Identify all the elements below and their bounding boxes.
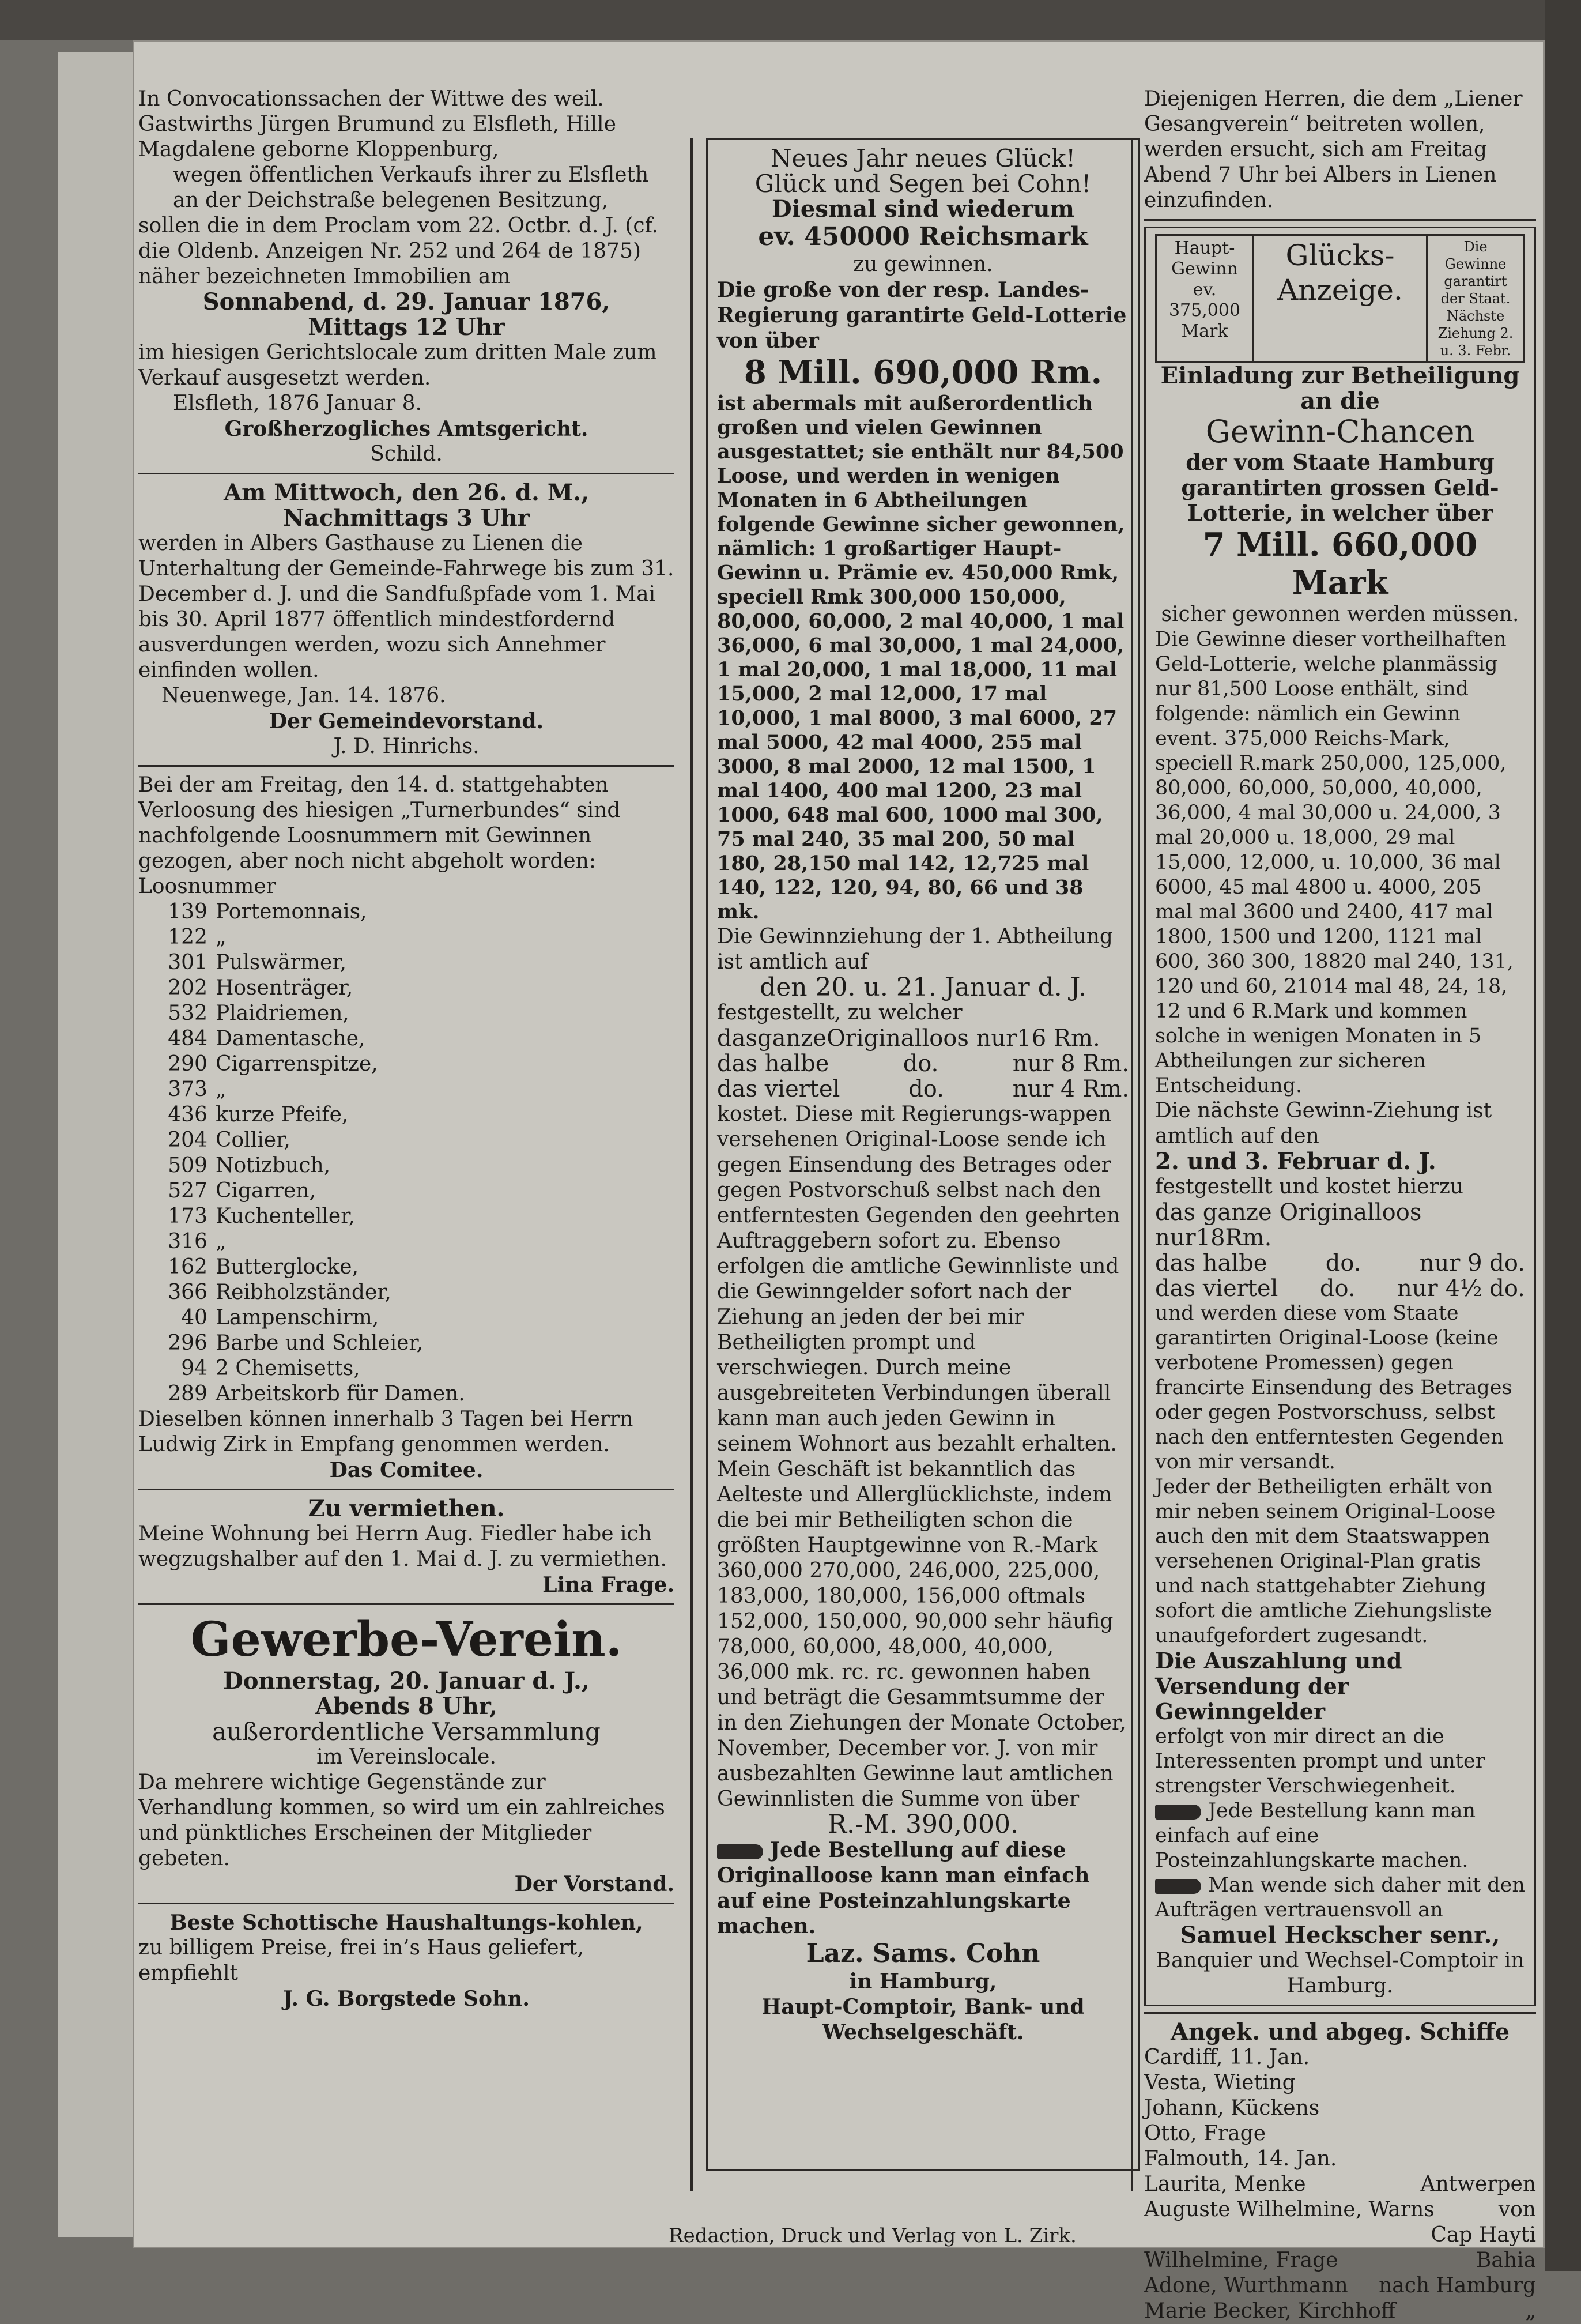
lot-number: 173 bbox=[168, 1204, 207, 1228]
lot-item bbox=[138, 1153, 674, 1178]
notice-lottery-turnerbund bbox=[138, 773, 674, 1483]
lot-number: 366 bbox=[168, 1280, 207, 1304]
lot-prize: Hosenträger, bbox=[216, 976, 353, 1000]
notice-heading: Nachmittags 3 Uhr bbox=[283, 504, 530, 532]
notice-signature: Lina Frage. bbox=[542, 1573, 674, 1597]
ship-entry bbox=[1144, 2197, 1536, 2223]
ad-text: Jeder der Betheiligten erhält von mir neben seinem Original-Loose auch den mit dem Staatswappen versehenen Original-Plan gratis und nach stattgehabter Ziehung sofort die amtliche Ziehungsliste unaufgefordert zugesandt. bbox=[1155, 1475, 1496, 1647]
ship-destination: Antwerpen bbox=[1420, 2172, 1536, 2196]
ad-text: und werden diese vom Staate garantirten Original-Loose (keine verbotene Promessen) gegen francirte Einsendung des Betrages oder gegen Postvorschuss, selbst nach den entferntesten Gegenden von mir versandt. bbox=[1155, 1302, 1512, 1474]
ad-line: Neues Jahr neues Glück! bbox=[770, 144, 1076, 172]
ad-text: Die große von der resp. Landes-Regierung garantirte Geld-Lotterie von über bbox=[717, 278, 1127, 353]
lot-item bbox=[138, 1001, 674, 1026]
notice-signature: Großherzogliches Amtsgericht. bbox=[224, 417, 588, 441]
notice-signer: J. D. Hinrichs. bbox=[333, 735, 480, 758]
notice-text: werden in Albers Gasthause zu Lienen die Unterhaltung der Gemeinde-Fahrwege bis zum 31. December d. J. und die Sandfußpfade vom 1. Mai bis 30. April 1877 öffentlich mindestfordernd ausverdungen werden, wozu sich Annehmer einfinden wollen. bbox=[138, 532, 674, 682]
ship-entry bbox=[1144, 2299, 1536, 2324]
ship-list bbox=[1144, 2045, 1536, 2324]
lot-item bbox=[138, 1077, 674, 1102]
ad-jackpot: 7 Mill. 660,000 Mark bbox=[1202, 526, 1478, 602]
lot-item bbox=[138, 1280, 674, 1305]
notice-place-date: Neuenwege, Jan. 14. 1876. bbox=[161, 684, 446, 707]
meeting-type: außerordentliche Versammlung bbox=[212, 1717, 601, 1746]
lot-number: 40 bbox=[181, 1306, 207, 1329]
lot-prize: kurze Pfeife, bbox=[216, 1103, 349, 1127]
lot-prize: „ bbox=[216, 1230, 227, 1253]
lot-prize: Notizbuch, bbox=[216, 1154, 331, 1177]
ad-business: Haupt-Comptoir, Bank- und Wechselgeschäft. bbox=[761, 1995, 1085, 2044]
lot-prize: Pulswärmer, bbox=[216, 951, 347, 974]
price-ditto: do. bbox=[1319, 1275, 1356, 1302]
notice-text: Meine Wohnung bei Herrn Aug. Fiedler habe ich wegzugshalber auf den 1. Mai d. J. zu vermiethen. bbox=[138, 1522, 667, 1571]
shipping-heading: Angek. und abgeg. Schiffe bbox=[1170, 2018, 1510, 2046]
lottery-ad-cohn bbox=[706, 138, 1140, 2171]
ship-destination: „ bbox=[1525, 2299, 1536, 2323]
ad-total: R.-M. 390,000. bbox=[828, 1810, 1018, 1839]
ad-text: Die nächste Gewinn-Ziehung ist amtlich auf den bbox=[1155, 1099, 1492, 1148]
price-label: das viertel bbox=[717, 1076, 840, 1102]
notice-gewerbe-verein bbox=[138, 1611, 674, 1897]
price-ditto: do. bbox=[908, 1076, 944, 1102]
price-label: das viertel bbox=[1155, 1275, 1278, 1302]
divider bbox=[138, 765, 674, 767]
ship-name: Auguste Wilhelmine, Warns bbox=[1144, 2198, 1435, 2221]
ship-entry bbox=[1144, 2121, 1536, 2146]
ad-text: sicher gewonnen werden müssen. bbox=[1161, 602, 1519, 626]
lot-number: 94 bbox=[181, 1357, 207, 1380]
ad-header-box bbox=[1155, 234, 1525, 363]
price-value: nur 9 do. bbox=[1419, 1250, 1525, 1276]
notice-rent bbox=[138, 1496, 674, 1598]
notice-text: sollen die in dem Proclam vom 22. Octbr. d. J. (cf. die Oldenb. Anzeigen Nr. 252 und 264 de 1875) näher bezeichneten Immobilien am bbox=[138, 214, 659, 288]
ad-text: Die Gewinnziehung der 1. Abtheilung ist amtlich auf bbox=[717, 925, 1113, 974]
ad-header-right: Die Gewinne garantirt der Staat. Nächste Ziehung 2. u. 3. Febr. bbox=[1437, 239, 1514, 359]
lot-number: 290 bbox=[168, 1052, 207, 1076]
lot-number: 289 bbox=[168, 1382, 207, 1406]
lot-item bbox=[138, 1128, 674, 1153]
notice-text: Bei der am Freitag, den 14. d. stattgehabten Verloosung des hiesigen „Turnerbundes“ sind nachfolgende Loosnummern mit Gewinnen gezogen, aber noch nicht abgeholt worden: bbox=[138, 773, 621, 873]
notice-text: In Convocationssachen der Wittwe des weil. Gastwirths Jürgen Brumund zu Elsfleth, Hille Magdalene geborne Kloppenburg, bbox=[138, 87, 616, 161]
notice-text: Da mehrere wichtige Gegenstände zur Verhandlung kommen, so wird um ein zahlreiches und pünktliches Erscheinen der Mitglieder gebeten. bbox=[138, 1771, 665, 1870]
ad-headline: Gewinn-Chancen bbox=[1205, 413, 1475, 450]
lot-number: 436 bbox=[168, 1103, 207, 1127]
lot-number: 204 bbox=[168, 1128, 207, 1152]
price-half bbox=[717, 1051, 1129, 1076]
lot-prize: Collier, bbox=[216, 1128, 290, 1152]
ad-order-line: Jede Bestellung kann man einfach auf eine Posteinzahlungskarte machen. bbox=[1155, 1799, 1476, 1872]
lot-prize: „ bbox=[216, 1078, 227, 1101]
lot-prize: Kuchenteller, bbox=[216, 1204, 355, 1228]
club-notice: Diejenigen Herren, die dem „Liener Gesangverein“ beitreten wollen, werden ersucht, sich am Freitag Abend 7 Uhr bei Albers in Lienen einzufinden. bbox=[1144, 87, 1523, 212]
lot-prize: Damentasche, bbox=[216, 1027, 365, 1050]
lot-number: 509 bbox=[168, 1154, 207, 1177]
lot-item bbox=[138, 1204, 674, 1229]
ship-name: Otto, Frage bbox=[1144, 2122, 1266, 2145]
lot-item bbox=[138, 1255, 674, 1280]
price-whole: das ganze Originalloos nur18Rm. bbox=[1155, 1199, 1422, 1251]
ad-draw-date: 2. und 3. Februar d. J. bbox=[1155, 1148, 1436, 1175]
lot-number: 122 bbox=[168, 925, 207, 949]
lot-list bbox=[138, 899, 674, 1407]
lot-number: 202 bbox=[168, 976, 207, 1000]
price-value: nur 8 Rm. bbox=[1012, 1050, 1129, 1077]
lot-item bbox=[138, 1331, 674, 1356]
lot-number: 484 bbox=[168, 1027, 207, 1050]
meeting-date: Donnerstag, 20. Januar d. J., bbox=[223, 1667, 590, 1694]
ship-name: Falmouth, 14. Jan. bbox=[1144, 2147, 1337, 2171]
ship-name: Johann, Kückens bbox=[1144, 2096, 1320, 2120]
divider bbox=[1144, 219, 1536, 221]
notice-place-date: Elsfleth, 1876 Januar 8. bbox=[173, 391, 422, 415]
ad-headline: ev. 450000 Reichsmark bbox=[758, 222, 1088, 251]
notice-text: zu billigem Preise, frei in’s Haus geliefert, empfiehlt bbox=[138, 1936, 584, 1985]
price-label: das halbe bbox=[1155, 1250, 1267, 1276]
price-label: das halbe bbox=[717, 1050, 829, 1077]
ad-draw-date: den 20. u. 21. Januar d. J. bbox=[760, 973, 1086, 1002]
lot-prize: Butterglocke, bbox=[216, 1255, 359, 1279]
pointing-hand-icon bbox=[1155, 1805, 1201, 1820]
divider bbox=[138, 1603, 674, 1605]
scan-top-edge bbox=[0, 0, 1581, 40]
ship-entry bbox=[1144, 2096, 1536, 2121]
price-ditto: do. bbox=[1325, 1250, 1361, 1276]
lot-prize: Arbeitskorb für Damen. bbox=[216, 1382, 465, 1406]
lot-item bbox=[138, 925, 674, 950]
ship-entry bbox=[1144, 2223, 1536, 2248]
notice-signer: Schild. bbox=[370, 442, 443, 466]
ad-text: kostet. Diese mit Regierungs-wappen versehenen Original-Loose sende ich gegen Einsendung des Betrages oder gegen Postvorschuß selbst nach den entferntesten Gegenden den geehrten Auftraggebern sofort zu. Ebenso erfolgen die amtliche Gewinnliste und die Gewinngelder sofort nach der Ziehung an jeden der bei mir Betheiligten prompt und verschwiegen. Durch meine ausgebreiteten Verbindungen überall kann man auch jeden Gewinn in seinem Wohnort aus bezahlt erhalten. bbox=[717, 1102, 1120, 1456]
auction-time: Mittags 12 Uhr bbox=[308, 314, 505, 341]
divider bbox=[138, 1489, 674, 1490]
lot-number: 532 bbox=[168, 1001, 207, 1025]
ship-entry bbox=[1144, 2045, 1536, 2070]
lot-prize: Cigarren, bbox=[216, 1179, 316, 1203]
ad-header-left: Haupt-Gewinn ev. 375,000 Mark bbox=[1157, 236, 1254, 361]
notice-signature: Der Vorstand. bbox=[514, 1872, 674, 1896]
ad-order-line: Man wende sich daher mit den Aufträgen vertrauensvoll an bbox=[1155, 1874, 1525, 1922]
notice-signature: J. G. Borgstede Sohn. bbox=[283, 1987, 530, 2011]
lot-item bbox=[138, 1178, 674, 1204]
price-ditto: do. bbox=[903, 1050, 939, 1077]
column-3 bbox=[1144, 86, 1536, 2323]
notice-coal bbox=[138, 1910, 674, 2012]
lot-item bbox=[138, 975, 674, 1001]
ship-name: Cardiff, 11. Jan. bbox=[1144, 2046, 1310, 2069]
lottery-ad-heckscher bbox=[1144, 227, 1536, 2006]
price-value: nur 4 Rm. bbox=[1012, 1076, 1129, 1102]
ad-text: erfolgt von mir direct an die Interessenten prompt und unter strengster Verschwiegenheit. bbox=[1155, 1725, 1485, 1798]
lot-number: 296 bbox=[168, 1331, 207, 1355]
lot-number: 527 bbox=[168, 1179, 207, 1203]
ad-heading: Einladung zur Betheiligung an die bbox=[1160, 362, 1520, 415]
lot-item bbox=[138, 1102, 674, 1128]
notice-convocation bbox=[138, 86, 674, 467]
notice-heading: Zu vermiethen. bbox=[308, 1495, 505, 1522]
lot-item bbox=[138, 899, 674, 925]
lot-item bbox=[138, 1052, 674, 1077]
lot-item bbox=[138, 1381, 674, 1407]
meeting-time: Abends 8 Uhr, bbox=[315, 1693, 497, 1720]
column-1 bbox=[138, 86, 674, 2185]
ad-order-line: Jede Bestellung auf diese Originalloose kann man einfach auf eine Posteinzahlungskarte machen. bbox=[717, 1838, 1090, 1938]
ship-destination: Cap Hayti bbox=[1431, 2223, 1536, 2247]
ship-entry bbox=[1144, 2172, 1536, 2197]
ship-entry bbox=[1144, 2070, 1536, 2096]
lot-item bbox=[138, 1356, 674, 1381]
pointing-hand-icon bbox=[1155, 1879, 1201, 1894]
ship-entry bbox=[1144, 2248, 1536, 2273]
lot-item bbox=[138, 950, 674, 975]
ad-city: in Hamburg, bbox=[849, 1969, 997, 1994]
notice-heading: Am Mittwoch, den 26. d. M., bbox=[223, 479, 589, 506]
page-binding-strip bbox=[58, 52, 133, 2237]
lot-prize: Cigarrenspitze, bbox=[216, 1052, 378, 1076]
ship-name: Marie Becker, Kirchhoff bbox=[1144, 2299, 1396, 2323]
lot-number: 301 bbox=[168, 951, 207, 974]
ad-line: Diesmal sind wiederum bbox=[772, 195, 1074, 223]
ad-business: Banquier und Wechsel-Comptoir in Hamburg. bbox=[1156, 1949, 1525, 1998]
divider bbox=[138, 1903, 674, 1904]
meeting-place: im Vereinslocale. bbox=[316, 1745, 496, 1769]
ad-company: Samuel Heckscher senr., bbox=[1180, 1922, 1500, 1949]
lot-prize: Reibholzständer, bbox=[216, 1280, 391, 1304]
lot-prize: Plaidriemen, bbox=[216, 1001, 349, 1025]
imprint-footer: Redaction, Druck und Verlag von L. Zirk. bbox=[669, 2224, 1077, 2247]
lot-prize: „ bbox=[216, 925, 227, 949]
notice-heading: Beste Schottische Haushaltungs-kohlen, bbox=[169, 1911, 643, 1935]
notice-text: im hiesigen Gerichtslocale zum dritten Male zum Verkauf ausgesetzt werden. bbox=[138, 341, 657, 390]
scan-right-edge bbox=[1545, 0, 1581, 2271]
price-value: nur 4½ do. bbox=[1397, 1275, 1525, 1302]
ad-text: festgestellt und kostet hierzu bbox=[1155, 1175, 1463, 1199]
ship-destination: von bbox=[1498, 2198, 1536, 2221]
notice-signature: Das Comitee. bbox=[329, 1458, 484, 1482]
ad-heading: Die Auszahlung und Versendung der Gewinngelder bbox=[1155, 1648, 1402, 1724]
auction-date: Sonnabend, d. 29. Januar 1876, bbox=[202, 288, 610, 315]
notice-title: Gewerbe-Verein. bbox=[190, 1612, 622, 1667]
ad-order-text bbox=[717, 1837, 1129, 1939]
ad-prize-list: Die Gewinne dieser vortheilhaften Geld-Lotterie, welche planmässig nur 81,500 Loose enthält, sind folgende: nämlich ein Gewinn event. 375,000 Reichs-Mark, speciell R.mark 250,000, 125,000, 80,000, 60,000, 50,000, 40,000, 36,000, 4 mal 30,000 u. 24,000, 3 mal 20,000 u. 18,000, 29 mal 15,000, 12,000, u. 10,000, 36 mal 6000, 45 mal 4800 u. 4000, 205 mal mal 3600 und 2400, 417 mal 1800, 1500 und 1200, 1121 mal 600, 360 300, 18820 mal 240, 131, 120 und 60, 21014 mal 48, 24, 18, 12 und 6 R.Mark und kommen solche in wenigen Monaten in 5 Abtheilungen zur sicheren Entscheidung. bbox=[1155, 628, 1514, 1097]
ship-entry bbox=[1144, 2146, 1536, 2172]
lot-prize: Portemonnais, bbox=[216, 900, 367, 924]
ad-order-text bbox=[1155, 1873, 1525, 1923]
price-quarter bbox=[1155, 1276, 1525, 1301]
price-half bbox=[1155, 1250, 1525, 1276]
divider bbox=[1144, 2012, 1536, 2014]
lot-number: 139 bbox=[168, 900, 207, 924]
lot-number: 373 bbox=[168, 1078, 207, 1101]
notice-roads bbox=[138, 480, 674, 759]
lot-number: 316 bbox=[168, 1230, 207, 1253]
lot-prize: 2 Chemisetts, bbox=[216, 1357, 360, 1380]
ship-entry bbox=[1144, 2273, 1536, 2299]
price-quarter bbox=[717, 1076, 1129, 1102]
ad-line: Glück und Segen bei Cohn! bbox=[754, 170, 1092, 198]
ship-name: Laurita, Menke bbox=[1144, 2172, 1306, 2196]
ship-destination: nach Hamburg bbox=[1379, 2274, 1536, 2297]
lot-item bbox=[138, 1305, 674, 1331]
ad-heading: der vom Staate Hamburg garantirten grossen Geld-Lotterie, in welcher über bbox=[1181, 449, 1499, 526]
notice-text: Dieselben können innerhalb 3 Tagen bei Herrn Ludwig Zirk in Empfang genommen werden. bbox=[138, 1407, 633, 1456]
pointing-hand-icon bbox=[717, 1844, 763, 1859]
notice-signature: Der Gemeindevorstand. bbox=[269, 709, 544, 733]
lot-prize: Lampenschirm, bbox=[216, 1306, 379, 1329]
price-whole: dasganzeOriginalloos nur16 Rm. bbox=[717, 1025, 1100, 1052]
ad-company: Laz. Sams. Cohn bbox=[806, 1939, 1040, 1968]
ad-line: zu gewinnen. bbox=[853, 253, 993, 276]
ship-name: Vesta, Wieting bbox=[1144, 2071, 1296, 2095]
lot-number: 162 bbox=[168, 1255, 207, 1279]
column-rule-1 bbox=[690, 138, 693, 2191]
ad-jackpot: 8 Mill. 690,000 Rm. bbox=[744, 353, 1103, 391]
lot-item bbox=[138, 1229, 674, 1255]
ad-header-title: Glücks-Anzeige. bbox=[1254, 236, 1428, 361]
shipping-news bbox=[1144, 2020, 1536, 2324]
notice-text: wegen öffentlichen Verkaufs ihrer zu Elsfleth an der Deichstraße belegenen Besitzung, bbox=[173, 163, 649, 212]
lot-prize: Barbe und Schleier, bbox=[216, 1331, 424, 1355]
ad-text: Mein Geschäft ist bekanntlich das Aelteste und Allerglücklichste, indem die bei mir Betheiligten schon die größten Hauptgewinne von R.-Mark 360,000 270,000, 246,000, 225,000, 183,000, 180,000, 156,000 oftmals 152,000, 150,000, 90,000 sehr häufig 78,000, 60,000, 48,000, 40,000, 36,000 mk. rc. rc. gewonnen haben und beträgt die Gesammtsumme der in den Ziehungen der Monate October, November, December vor. J. von mir ausbezahlten Gewinne laut amtlichen Gewinnlisten die Summe von über bbox=[717, 1457, 1126, 1811]
divider bbox=[138, 473, 674, 474]
ship-destination: Bahia bbox=[1476, 2248, 1536, 2272]
lot-item bbox=[138, 1026, 674, 1052]
ship-name: Adone, Wurthmann bbox=[1144, 2274, 1348, 2297]
ad-prize-list: ist abermals mit außerordentlich großen und vielen Gewinnen ausgestattet; sie enthält nur 84,500 Loose, und werden in wenigen Monaten in 6 Abtheilungen folgende Gewinne sicher gewonnen, nämlich: 1 großartiger Haupt-Gewinn u. Prämie ev. 450,000 Rmk, speciell Rmk 300,000 150,000, 80,000, 60,000, 2 mal 40,000, 1 mal 36,000, 6 mal 30,000, 1 mal 24,000, 1 mal 20,000, 1 mal 18,000, 11 mal 15,000, 2 mal 12,000, 17 mal 10,000, 1 mal 8000, 3 mal 6000, 27 mal 5000, 42 mal 4000, 255 mal 3000, 8 mal 2000, 12 mal 1500, 1 mal 1400, 400 mal 1200, 23 mal 1000, 648 mal 600, 1000 mal 300, 75 mal 240, 35 mal 200, 50 mal 180, 28,150 mal 142, 12,725 mal 140, 122, 120, 94, 80, 66 und 38 mk. bbox=[717, 391, 1125, 924]
lot-number-label: Loosnummer bbox=[138, 875, 276, 898]
ship-name: Wilhelmine, Frage bbox=[1144, 2248, 1338, 2272]
ad-text: festgestellt, zu welcher bbox=[717, 1001, 963, 1024]
ad-order-text bbox=[1155, 1799, 1525, 1873]
